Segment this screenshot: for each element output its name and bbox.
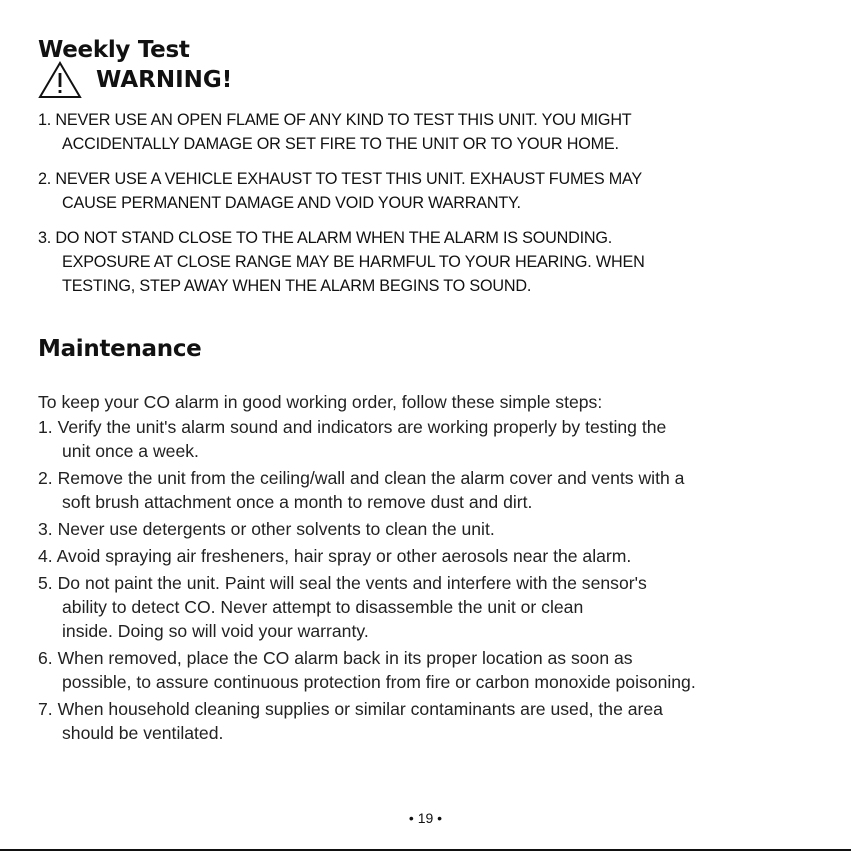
step-text: unit once a week. [62, 441, 199, 461]
page-number: • 19 • [408, 810, 443, 826]
step-number: 4. [38, 546, 53, 566]
warning-text: EXPOSURE AT CLOSE RANGE MAY BE HARMFUL TO YOUR HEARING. WHEN [62, 253, 645, 271]
warning-text: DO NOT STAND CLOSE TO THE ALARM WHEN THE ALARM IS SOUNDING. [55, 229, 613, 247]
warning-text: TESTING, STEP AWAY WHEN THE ALARM BEGINS TO SOUND. [62, 277, 532, 295]
step-number: 2. [38, 468, 53, 488]
step-text: possible, to assure continuous protection from fire or carbon monoxide poisoning. [62, 672, 696, 692]
step-number: 7. [38, 699, 53, 719]
warning-text: CAUSE PERMANENT DAMAGE AND VOID YOUR WARRANTY. [62, 194, 521, 212]
step-text: When removed, place the CO alarm back in its proper location as soon as [57, 648, 633, 668]
warning-header [38, 60, 232, 100]
maintenance-intro: To keep your CO alarm in good working order, follow these simple steps: [38, 392, 603, 412]
warning-text: ACCIDENTALLY DAMAGE OR SET FIRE TO THE UNIT OR TO YOUR HOME. [62, 135, 619, 153]
warning-text: NEVER USE A VEHICLE EXHAUST TO TEST THIS UNIT. EXHAUST FUMES MAY [55, 170, 643, 188]
step-text: Do not paint the unit. Paint will seal the vents and interfere with the sensor's [57, 573, 647, 593]
maintenance-title: Maintenance [38, 336, 202, 362]
maintenance-step [38, 697, 828, 745]
maintenance-steps [38, 415, 828, 748]
warning-list [38, 108, 838, 309]
warning-item [38, 108, 838, 156]
step-number: 1. [38, 417, 53, 437]
step-text: ability to detect CO. Never attempt to disassemble the unit or clean [62, 597, 584, 617]
maintenance-step [38, 571, 828, 643]
warning-number: 3. [38, 229, 52, 247]
step-number: 3. [38, 519, 53, 539]
step-text: should be ventilated. [62, 723, 224, 743]
warning-item [38, 167, 838, 215]
step-text: Verify the unit's alarm sound and indicators are working properly by testing the [57, 417, 667, 437]
weekly-test-title: Weekly Test [38, 37, 190, 63]
step-text: Never use detergents or other solvents to clean the unit. [57, 519, 495, 539]
step-text: soft brush attachment once a month to remove dust and dirt. [62, 492, 533, 512]
maintenance-step [38, 415, 828, 463]
step-text: Remove the unit from the ceiling/wall and clean the alarm cover and vents with a [57, 468, 685, 488]
step-number: 5. [38, 573, 53, 593]
step-text: When household cleaning supplies or similar contaminants are used, the area [57, 699, 663, 719]
warning-number: 2. [38, 170, 52, 188]
warning-label: WARNING! [96, 67, 233, 93]
warning-triangle-icon [38, 61, 82, 99]
maintenance-step [38, 544, 828, 568]
step-text: inside. Doing so will void your warranty. [62, 621, 369, 641]
maintenance-step [38, 466, 828, 514]
step-text: Avoid spraying air fresheners, hair spray or other aerosols near the alarm. [56, 546, 632, 566]
warning-item [38, 226, 838, 298]
maintenance-step [38, 646, 828, 694]
warning-number: 1. [38, 111, 52, 129]
maintenance-step [38, 517, 828, 541]
warning-text: NEVER USE AN OPEN FLAME OF ANY KIND TO TEST THIS UNIT. YOU MIGHT [55, 111, 632, 129]
step-number: 6. [38, 648, 53, 668]
